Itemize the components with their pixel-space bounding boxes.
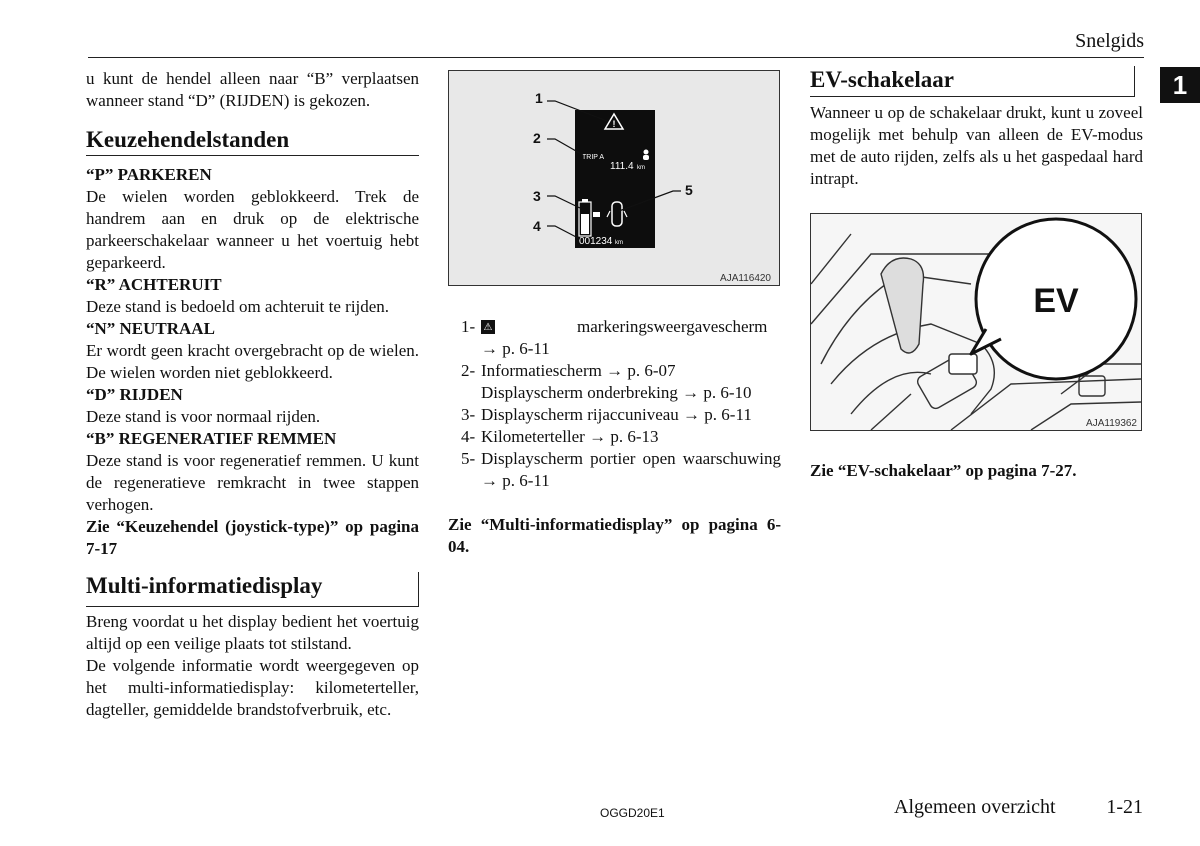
- callout-4: 4: [533, 218, 541, 234]
- list-number: 3-: [461, 405, 476, 424]
- list-number: 1-: [461, 317, 476, 336]
- n-title: “N” NEUTRAAL: [86, 319, 215, 338]
- chapter-tab: 1: [1160, 67, 1200, 103]
- figure-code: AJA119362: [1086, 418, 1137, 429]
- callout-5: 5: [685, 182, 693, 198]
- display-figure: [448, 70, 780, 286]
- callout-3: 3: [533, 188, 541, 204]
- page-number: 1-21: [1106, 796, 1143, 818]
- battery-level: [581, 214, 589, 234]
- gear-knob: [881, 258, 924, 353]
- section-title: Snelgids: [1075, 30, 1144, 52]
- list-text: Kilometerteller → p. 6-13: [481, 427, 659, 446]
- callout-list: [461, 316, 781, 492]
- trip-value: 111.4: [610, 161, 634, 172]
- list-number: 2-: [461, 361, 476, 380]
- callout-2: 2: [533, 130, 541, 146]
- mid-paragraph-1: Breng voordat u het display bedient het voertuig altijd op een veilige plaats tot stilstand.: [86, 612, 419, 653]
- left-column: [86, 68, 419, 721]
- ev-text: Wanneer u op de schakelaar drukt, kunt u zoveel mogelijk met behulp van alleen de EV-modus met de auto rijden, zelfs als u het gaspedaal hard intrapt.: [810, 103, 1143, 188]
- odometer-value: 001234: [579, 236, 613, 247]
- mid-paragraph-2: De volgende informatie wordt weergegeven op het multi-informatiedisplay: kilometerteller, dagteller, gemiddelde brandstofverbruik, etc.: [86, 656, 419, 719]
- odometer-unit: km: [615, 240, 623, 246]
- r-title: “R” ACHTERUIT: [86, 275, 222, 294]
- b-title: “B” REGENERATIEF REMMEN: [86, 429, 337, 448]
- list-item: [461, 426, 781, 448]
- n-text: Er wordt geen kracht overgebracht op de wielen. De wielen worden niet geblokkeerd.: [86, 341, 419, 382]
- list-text: Displayscherm onderbreking → p. 6-10: [481, 383, 752, 402]
- multi-informatiedisplay-reference: Zie “Multi-informatiedisplay” op pagina 6-04.: [448, 515, 781, 556]
- d-title: “D” RIJDEN: [86, 385, 183, 404]
- callout-1: 1: [535, 90, 543, 106]
- p-text: De wielen worden geblokkeerd. Trek de handrem aan en druk op de elektrische parkeerschakelaar wanneer u het voertuig hebt geparkeerd.: [86, 187, 419, 272]
- keuzehendel-reference: Zie “Keuzehendel (joystick-type)” op pagina 7-17: [86, 517, 419, 558]
- ev-button: [949, 354, 977, 374]
- list-item: [461, 360, 781, 382]
- heading-multi-informatiedisplay: Multi-informatiedisplay: [86, 572, 419, 607]
- trip-unit: km: [637, 165, 645, 171]
- intro-text: u kunt de hendel alleen naar “B” verplaatsen wanneer stand “D” (RIJDEN) is gekozen.: [86, 69, 419, 110]
- ev-schakelaar-reference: Zie “EV-schakelaar” op pagina 7-27.: [810, 461, 1077, 480]
- ev-switch-figure: [810, 213, 1142, 431]
- list-item: [461, 382, 781, 404]
- list-text: markeringsweergavescherm → p. 6-11: [481, 317, 768, 358]
- header-rule: [88, 57, 1144, 58]
- r-text: Deze stand is bedoeld om achteruit te rijden.: [86, 297, 390, 316]
- warning-triangle-icon: ⚠: [481, 320, 495, 334]
- ev-button-label: EV: [1033, 282, 1079, 320]
- list-number: 5-: [461, 449, 476, 468]
- svg-text:!: !: [612, 119, 616, 129]
- footer-section: Algemeen overzicht: [894, 796, 1056, 818]
- display-illustration: [449, 71, 779, 285]
- heading-keuzehendelstanden: Keuzehendelstanden: [86, 126, 419, 156]
- b-text: Deze stand is voor regeneratief remmen. U kunt de regeneratieve remkracht in twee stappen verhogen.: [86, 451, 419, 514]
- d-text: Deze stand is voor normaal rijden.: [86, 407, 321, 426]
- list-item: [461, 404, 781, 426]
- list-item: [461, 448, 781, 492]
- plug-icon: [593, 212, 600, 217]
- list-text: Displayscherm portier open waarschuwing → p. 6-11: [481, 449, 781, 490]
- trip-label: TRIP A: [582, 154, 605, 161]
- p-title: “P” PARKEREN: [86, 165, 212, 184]
- list-text: Displayscherm rijaccuniveau → p. 6-11: [481, 405, 752, 424]
- list-item: [461, 316, 781, 360]
- document-code: OGGD20E1: [600, 806, 665, 820]
- heading-ev-schakelaar: EV-schakelaar: [810, 66, 1135, 97]
- figure-code: AJA116420: [720, 273, 771, 284]
- list-number: 4-: [461, 427, 476, 446]
- person-icon: [644, 150, 649, 155]
- list-text: Informatiescherm → p. 6-07: [481, 361, 676, 380]
- ev-switch-illustration: [811, 214, 1141, 430]
